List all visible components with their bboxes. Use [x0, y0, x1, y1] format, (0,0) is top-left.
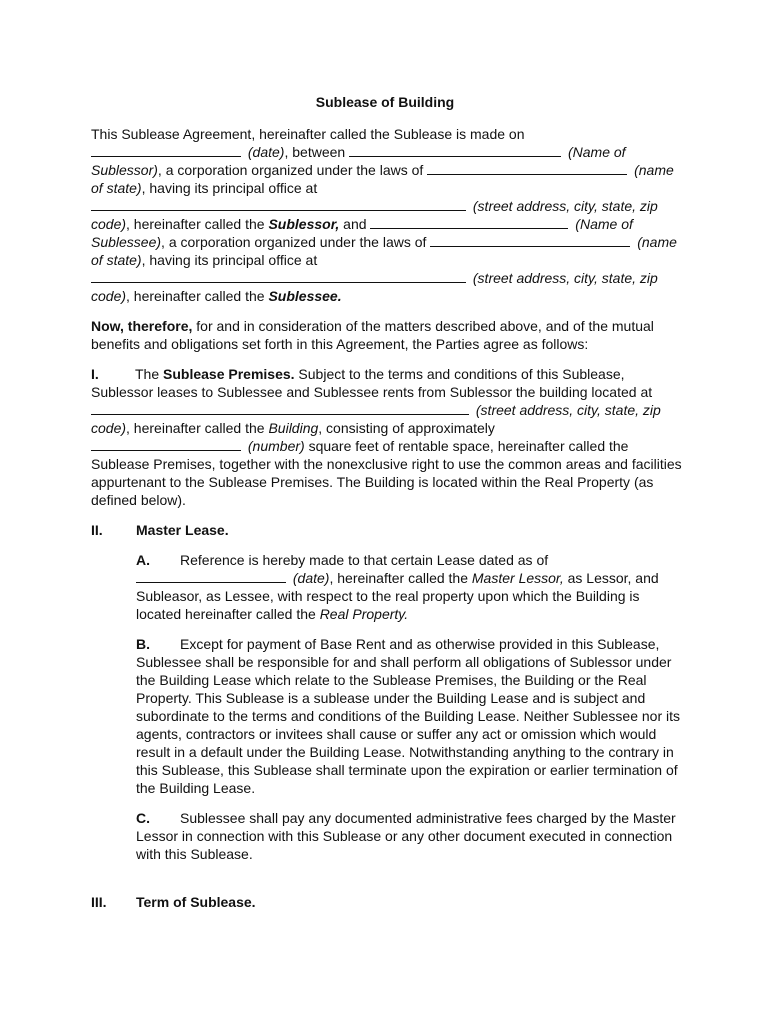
building-address-blank [91, 401, 469, 415]
sublessor-state-blank [427, 161, 627, 175]
section-1-heading: Sublease Premises. [163, 366, 295, 382]
sublessee-address-blank [91, 269, 466, 283]
section-2-header [91, 521, 683, 539]
document-title: Sublease of Building [315, 94, 455, 110]
sublessee-name-blank [370, 215, 568, 229]
section-2-heading: Master Lease. [136, 522, 229, 538]
now-therefore-paragraph: Now, therefore, for and in consideration of the matters described above, and of the mutual benefits and obligations set forth in this Agreement, the Parties agree as follows: [91, 318, 654, 352]
document-body [91, 125, 683, 923]
section-3-heading: Term of Sublease. [136, 894, 256, 910]
section-2a-paragraph: A. Reference is hereby made to that certain Lease dated as of (date), hereinafter called the Master Lessor, as Lessor, and Subleasor, as Lessee, with respect to the real property upon which the Building is located hereinafter called the Real Property. [136, 552, 659, 622]
master-lease-date-blank [136, 569, 286, 583]
sublessor-name-blank [349, 143, 561, 157]
date-blank [91, 143, 241, 157]
section-2c-paragraph: C. Sublessee shall pay any documented administrative fees charged by the Master Lessor in connection with this Sublease or any other document executed in connection with this Sublease. [136, 810, 676, 862]
section-2b-paragraph: B. Except for payment of Base Rent and as otherwise provided in this Sublease, Sublessee shall be responsible for and shall perform all obligations of Sublessor under the Building Lease which relate to the Sublease Premises, the Building or the Real Property. This Sublease is a sublease under the Building Lease and is subject and subordinate to the terms and conditions of the Building Lease. Neither Sublessee nor its agents, contractors or invitees shall cause or suffer any act or omission which would result in a default under the Building Lease. Notwithstanding anything to the contrary in this Sublease, this Sublease shall terminate upon the expiration or earlier termination of the Building Lease. [136, 636, 680, 796]
section-3-header [91, 893, 683, 911]
section-1-paragraph: I. The Sublease Premises. Subject to the terms and conditions of this Sublease, Sublessor leases to Sublessee and Sublessee rents from Sublessor the building located at (street address, city, state, zip code), hereinafter called the Building, consisting of approximately (number) square feet of rentable space, hereinafter called the Sublease Premises, together with the nonexclusive right to use the common areas and facilities appurtenant to the Sublease Premises. The Building is located within the Real Property (as defined below). [91, 366, 682, 508]
sublessor-address-blank [91, 197, 466, 211]
sublessee-state-blank [430, 233, 630, 247]
section-2-number: II. [91, 522, 103, 538]
section-3-number: III. [91, 894, 107, 910]
square-feet-blank [91, 437, 241, 451]
intro-paragraph: This Sublease Agreement, hereinafter called the Sublease is made on (date), between (Name of Sublessor), a corporation organized under the laws of (name of state), having its principal office at (street address, city, state, zip code), hereinafter called the Sublessor, and (Name of Sublessee), a corporation organized under the laws of (name of state), having its principal office at (street address, city, state, zip code), hereinafter called the Sublessee. [91, 126, 677, 304]
section-1-number: I. [91, 366, 99, 382]
